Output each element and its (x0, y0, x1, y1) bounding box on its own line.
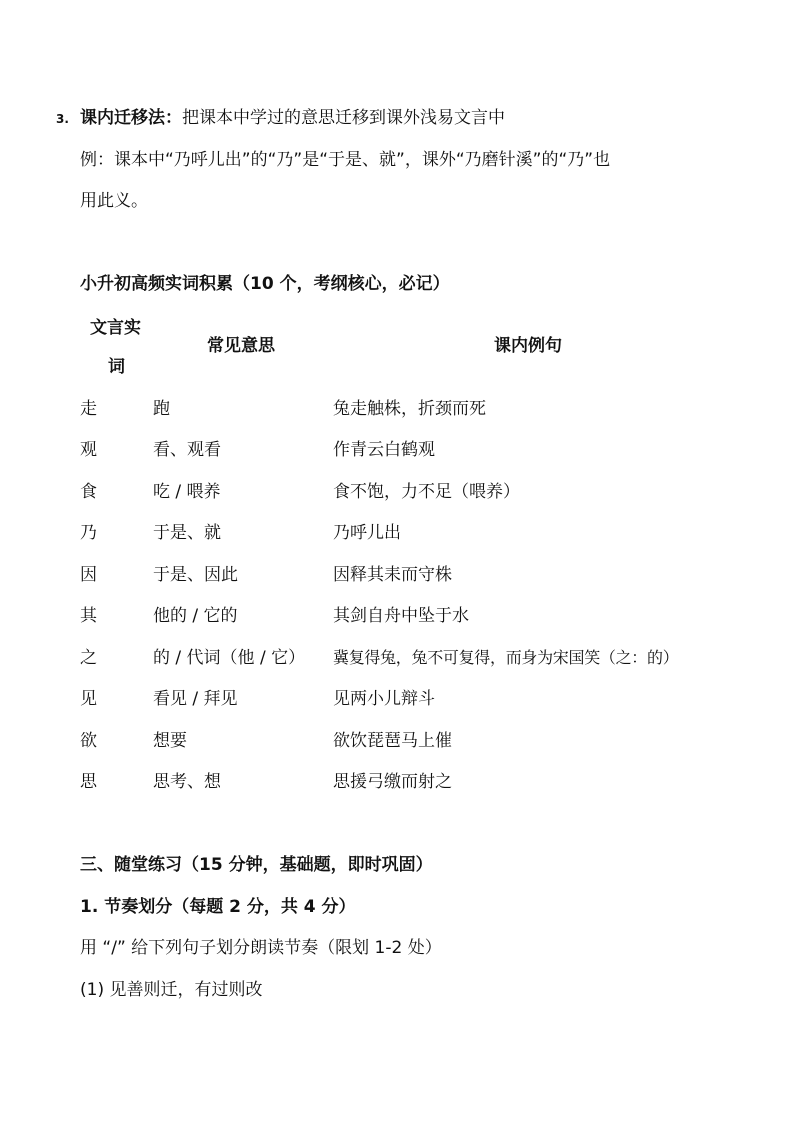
practice-sub-heading: 1. 节奏划分（每题 2 分，共 4 分） (80, 897, 356, 917)
table-row (0, 772, 794, 794)
method-text: 把课本中学过的意思迁移到课外浅易文言中 (182, 108, 505, 128)
vocab-heading: 小升初高频实词积累（10 个，考纲核心，必记） (80, 274, 450, 294)
table-row (0, 523, 794, 545)
row-meaning: 吃 / 喂养 (153, 482, 221, 502)
row-example: 兔走触株，折颈而死 (333, 399, 486, 419)
row-word: 其 (80, 606, 97, 626)
row-word: 因 (80, 565, 97, 585)
method-example-line1: 例：课本中“乃呼儿出”的“乃”是“于是、就”，课外“乃磨针溪”的“乃”也 (80, 150, 611, 170)
header-word-line1: 文言实 (90, 318, 141, 338)
row-word: 观 (80, 440, 97, 460)
table-row (0, 689, 794, 711)
row-word: 之 (80, 648, 97, 668)
row-word: 见 (80, 689, 97, 709)
row-example: 其剑自舟中坠于水 (333, 606, 469, 626)
method-example-line2: 用此义。 (80, 191, 148, 211)
row-meaning: 跑 (153, 399, 170, 419)
row-meaning: 于是、就 (153, 523, 221, 543)
row-meaning: 想要 (153, 731, 187, 751)
row-meaning: 看见 / 拜见 (153, 689, 238, 709)
header-example: 课内例句 (494, 336, 562, 356)
method-title: 课内迁移法： (80, 108, 182, 128)
row-word: 欲 (80, 731, 97, 751)
row-example: 乃呼儿出 (333, 523, 401, 543)
row-example: 因释其耒而守株 (333, 565, 452, 585)
row-word: 食 (80, 482, 97, 502)
row-word: 乃 (80, 523, 97, 543)
header-meaning: 常见意思 (207, 336, 275, 356)
table-row (0, 482, 794, 504)
row-word: 思 (80, 772, 97, 792)
row-example: 思援弓缴而射之 (333, 772, 452, 792)
row-meaning: 思考、想 (153, 772, 221, 792)
row-example: 冀复得兔，兔不可复得，而身为宋国笑（之：的） (333, 648, 679, 667)
method-line (80, 108, 505, 128)
row-meaning: 他的 / 它的 (153, 606, 238, 626)
row-meaning: 于是、因此 (153, 565, 238, 585)
table-row (0, 565, 794, 587)
practice-item-1: (1) 见善则迁，有过则改 (80, 980, 263, 1000)
row-meaning: 的 / 代词（他 / 它） (153, 648, 306, 668)
practice-heading: 三、随堂练习（15 分钟，基础题，即时巩固） (80, 855, 433, 875)
row-example: 见两小儿辩斗 (333, 689, 435, 709)
table-row (0, 399, 794, 421)
method-number: 3. (56, 112, 69, 126)
table-row (0, 606, 794, 628)
row-word: 走 (80, 399, 97, 419)
table-row (0, 440, 794, 462)
row-example: 欲饮琵琶马上催 (333, 731, 452, 751)
table-row (0, 648, 794, 670)
table-row (0, 731, 794, 753)
practice-instruction: 用 “/” 给下列句子划分朗读节奏（限划 1-2 处） (80, 938, 442, 958)
row-example: 作青云白鹤观 (333, 440, 435, 460)
header-word-line2: 词 (108, 357, 125, 377)
row-meaning: 看、观看 (153, 440, 221, 460)
row-example: 食不饱，力不足（喂养） (333, 482, 520, 502)
